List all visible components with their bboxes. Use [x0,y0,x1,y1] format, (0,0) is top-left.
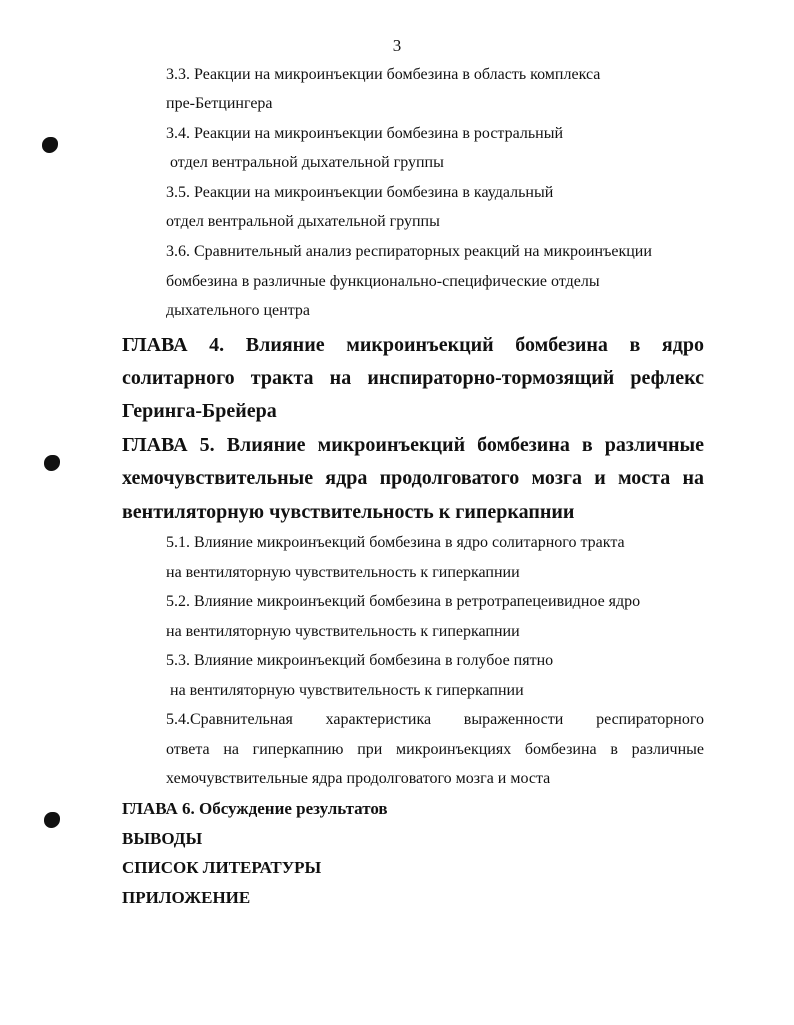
toc-entry-line: хемочувствительные ядра продолговатого мозга и моста [166,770,551,787]
toc-entry-line: солитарного тракта на инспираторно-тормозящий рефлекс [122,367,704,389]
toc-entry-line: на вентиляторную чувствительность к гиперкапнии [166,623,520,640]
toc-entry-line: пре-Бетцингера [166,95,273,112]
toc-entry-line: 3.3. Реакции на микроинъекции бомбезина в область комплекса [166,66,601,83]
toc-entry-line: бомбезина в различные функционально-специфические отделы [166,273,600,290]
toc-entry-line: на вентиляторную чувствительность к гиперкапнии [170,682,524,699]
toc-entry-label: ВЫВОДЫ [122,829,203,848]
toc-entry-label: ГЛАВА 6. Обсуждение результатов [122,799,388,818]
toc-entry-line: ГЛАВА 4. Влияние микроинъекций бомбезина в ядро [122,334,704,356]
toc-entry-line: 3.4. Реакции на микроинъекции бомбезина в ростральный [166,125,564,142]
toc-entry-line: отдел вентральной дыхательной группы [170,154,444,171]
toc-entry-label: ПРИЛОЖЕНИЕ [122,888,251,907]
toc-entry-line: отдел вентральной дыхательной группы [166,213,440,230]
toc-entry-line: 5.2. Влияние микроинъекций бомбезина в ретротрапецеивидное ядро [166,593,641,610]
toc-entry-line: дыхательного центра [166,302,310,319]
page-number: 3 [392,36,402,55]
toc-entry-line: 3.5. Реакции на микроинъекции бомбезина в каудальный [166,184,554,201]
toc-entry-line: ответа на гиперкапнию при микроинъекциях бомбезина в различные [166,741,704,758]
toc-entry-line: 3.6. Сравнительный анализ респираторных реакций на микроинъекции [166,243,652,260]
toc-entry-label: СПИСОК ЛИТЕРАТУРЫ [122,858,322,877]
toc-entry-line: Геринга-Брейера [122,400,277,422]
toc-entry-line: ГЛАВА 5. Влияние микроинъекций бомбезина в различные [122,434,704,456]
toc-entry-line: 5.4.Сравнительная характеристика выраженности респираторного [166,711,704,728]
toc-entry-line: на вентиляторную чувствительность к гиперкапнии [166,564,520,581]
toc-entry-line: хемочувствительные ядра продолговатого мозга и моста на [122,467,704,489]
toc-entry-line: 5.3. Влияние микроинъекций бомбезина в голубое пятно [166,652,554,669]
toc-entry-line: вентиляторную чувствительность к гиперкапнии [122,501,575,523]
toc-entry-line: 5.1. Влияние микроинъекций бомбезина в ядро солитарного тракта [166,534,625,551]
